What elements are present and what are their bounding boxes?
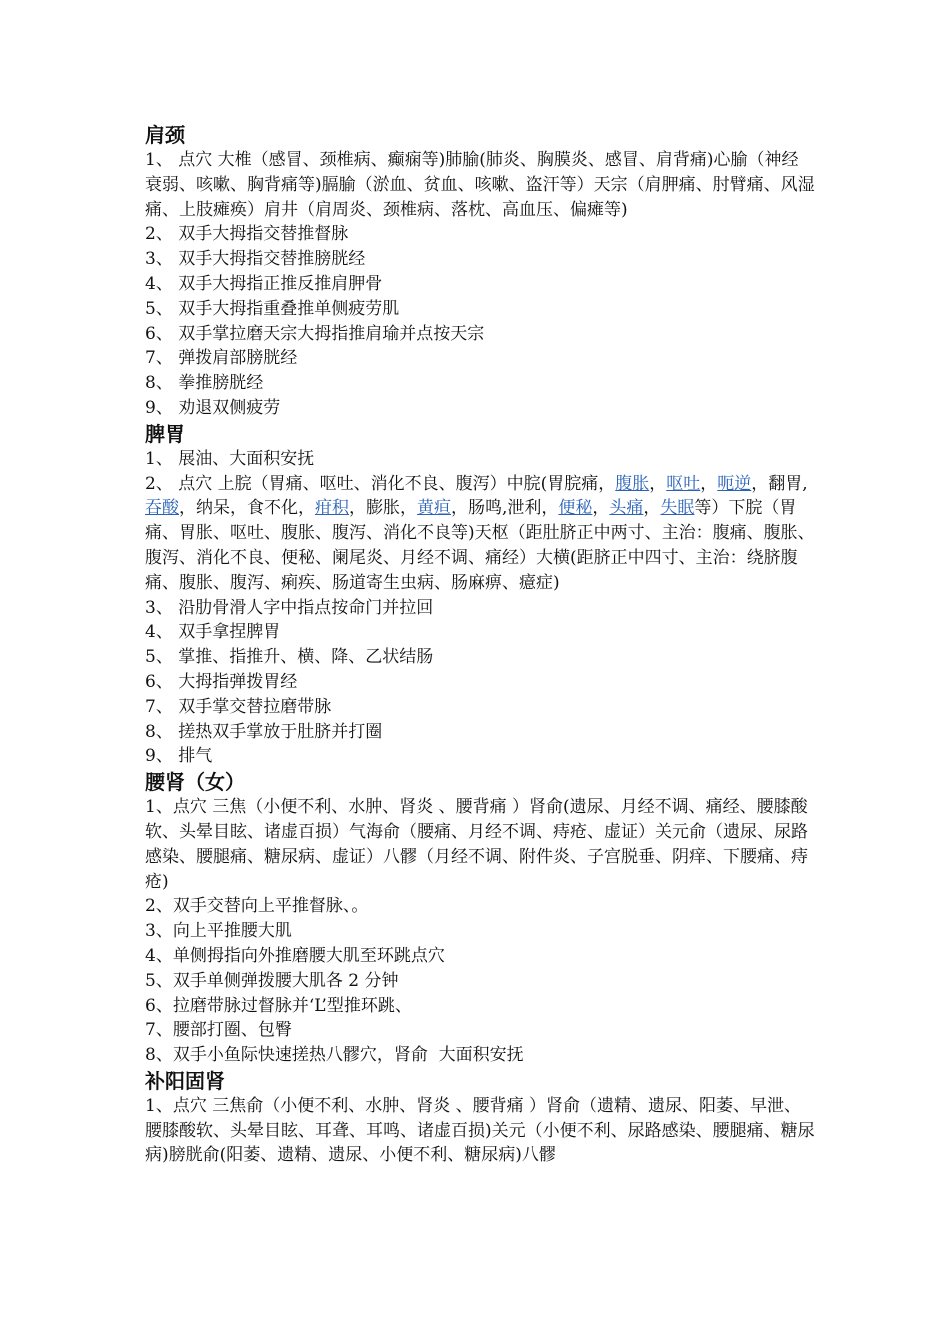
text-segment: ， bbox=[643, 498, 661, 519]
text-segment: 7、 弹拨肩部膀胱经 bbox=[145, 348, 298, 369]
text-segment: 8、 搓热双手掌放于肚脐并打圈 bbox=[145, 721, 383, 742]
text-segment: ， bbox=[700, 473, 718, 494]
term-link[interactable]: 便秘 bbox=[558, 498, 593, 519]
section-title: 脾胃 bbox=[145, 421, 185, 446]
list-item bbox=[145, 969, 815, 994]
list-item bbox=[145, 944, 815, 969]
text-segment: ， bbox=[649, 473, 667, 494]
text-segment: 3、 双手大拇指交替推膀胱经 bbox=[145, 249, 366, 270]
document-body bbox=[145, 122, 815, 1168]
section-title: 腰肾（女） bbox=[145, 770, 245, 795]
term-link[interactable]: 失眠 bbox=[660, 498, 695, 519]
text-segment: 6、拉磨带脉过督脉并‘L’型推环跳、 bbox=[145, 995, 412, 1016]
text-segment: 4、 双手大拇指正推反推肩胛骨 bbox=[145, 273, 383, 294]
list-item bbox=[145, 596, 815, 621]
text-segment: 7、腰部打圈、包臀 bbox=[145, 1020, 292, 1041]
text-segment: 1、 点穴 大椎（感冒、颈椎病、癫痫等)肺腧(肺炎、胸膜炎、感冒、肩背痛)心腧（神经衰弱、咳嗽、胸背痛等)膈腧（淤血、贫血、咳嗽、盗汗等）天宗（肩胛痛、肘臂痛、风湿痛、上肢瘫痪）肩井（肩周炎、颈椎病、落枕、高血压、偏瘫等) bbox=[145, 150, 815, 220]
term-link[interactable]: 腹胀 bbox=[615, 473, 650, 494]
text-segment: 2、 双手大拇指交替推督脉 bbox=[145, 224, 349, 245]
text-segment: ，肠鸣,泄利， bbox=[451, 498, 559, 519]
list-item bbox=[145, 645, 815, 670]
term-link[interactable]: 呕吐 bbox=[666, 473, 701, 494]
list-item bbox=[145, 919, 815, 944]
text-segment: 6、 双手掌拉磨天宗大拇指推肩瑜并点按天宗 bbox=[145, 323, 485, 344]
text-segment: 6、 大拇指弹拨胃经 bbox=[145, 671, 298, 692]
text-segment: 7、 双手掌交替拉磨带脉 bbox=[145, 696, 332, 717]
text-segment: 5、 掌推、指推升、横、降、乙状结肠 bbox=[145, 647, 434, 668]
text-segment: 4、 双手拿捏脾胃 bbox=[145, 622, 281, 643]
text-segment: 9、 劝退双侧疲劳 bbox=[145, 397, 281, 418]
list-item bbox=[145, 148, 815, 222]
section-title: 肩颈 bbox=[145, 123, 185, 147]
list-item bbox=[145, 247, 815, 272]
list-item bbox=[145, 744, 815, 769]
text-segment: 3、 沿肋骨滑人字中指点按命门并拉回 bbox=[145, 597, 434, 618]
list-item bbox=[145, 472, 815, 596]
text-segment: 等）下脘（胃痛、胃胀、呕吐、腹胀、腹泻、消化不良等)天枢（距肚脐正中两寸、主治：腹痛、腹胀、腹泻、消化不良、便秘、阑尾炎、月经不调、痛经）大横(距脐正中四寸、主治：绕脐腹痛、腹胀、腹泻、痢疾、肠道寄生虫病、肠麻痹、癔症) bbox=[145, 498, 815, 593]
list-item bbox=[145, 695, 815, 720]
text-segment: 2、双手交替向上平推督脉、。 bbox=[145, 896, 369, 917]
term-link[interactable]: 吞酸 bbox=[145, 498, 179, 519]
term-link[interactable]: 呃逆 bbox=[717, 473, 752, 494]
text-segment: 4、单侧拇指向外推磨腰大肌至环跳点穴 bbox=[145, 945, 445, 966]
list-item bbox=[145, 894, 815, 919]
text-segment: ， bbox=[592, 498, 610, 519]
list-item bbox=[145, 1094, 815, 1168]
text-segment: 2、 点穴 上脘（胃痛、呕吐、消化不良、腹泻）中脘(胃脘痛， bbox=[145, 473, 616, 494]
list-item bbox=[145, 670, 815, 695]
list-item bbox=[145, 272, 815, 297]
text-segment: 8、 拳推膀胱经 bbox=[145, 373, 264, 394]
text-segment: 1、点穴 三焦俞（小便不利、水肿、肾炎 、腰背痛 ）肾俞（遗精、遗尿、阳萎、早泄、腰膝酸软、头晕目眩、耳聋、耳鸣、诸虚百损)关元（小便不利、尿路感染、腰腿痛、糖尿病)膀胱俞(阳萎、遗精、遗尿、小便不利、糖尿病)八髎 bbox=[145, 1095, 815, 1166]
list-item bbox=[145, 222, 815, 247]
list-item bbox=[145, 447, 815, 472]
term-link[interactable]: 疳积 bbox=[315, 498, 349, 519]
list-item bbox=[145, 396, 815, 421]
text-segment: 1、点穴 三焦（小便不利、水肿、肾炎 、腰背痛 ）肾俞(遗尿、月经不调、痛经、腰膝酸软、头晕目眩、诸虚百损）气海俞（腰痛、月经不调、痔疮、虚证）关元俞（遗尿、尿路感染、腰腿痛、糖尿病、虚证）八髎（月经不调、附件炎、子宫脱垂、阴痒、下腰痛、痔疮) bbox=[145, 797, 808, 892]
text-segment: 9、 排气 bbox=[145, 746, 213, 767]
list-item bbox=[145, 795, 815, 894]
list-item bbox=[145, 1043, 815, 1068]
list-item bbox=[145, 620, 815, 645]
text-segment: 5、 双手大拇指重叠推单侧疲劳肌 bbox=[145, 298, 400, 319]
list-item bbox=[145, 371, 815, 396]
list-item bbox=[145, 297, 815, 322]
term-link[interactable]: 头痛 bbox=[609, 498, 644, 519]
text-segment: ，膨胀， bbox=[349, 498, 417, 519]
text-segment: ，纳呆，食不化， bbox=[179, 498, 315, 519]
list-item bbox=[145, 720, 815, 745]
list-item bbox=[145, 1018, 815, 1043]
text-segment: 8、双手小鱼际快速搓热八髎穴，肾俞 大面积安抚 bbox=[145, 1045, 524, 1066]
text-segment: 3、向上平推腰大肌 bbox=[145, 921, 292, 942]
list-item bbox=[145, 322, 815, 347]
term-link[interactable]: 黄疸 bbox=[417, 498, 451, 519]
section-title: 补阳固肾 bbox=[145, 1068, 225, 1093]
text-segment: 1、 展油、大面积安抚 bbox=[145, 448, 315, 469]
list-item bbox=[145, 346, 815, 371]
list-item bbox=[145, 994, 815, 1019]
text-segment: ，翻胃, bbox=[751, 473, 808, 494]
text-segment: 5、双手单侧弹拨腰大肌各 2 分钟 bbox=[145, 970, 399, 991]
